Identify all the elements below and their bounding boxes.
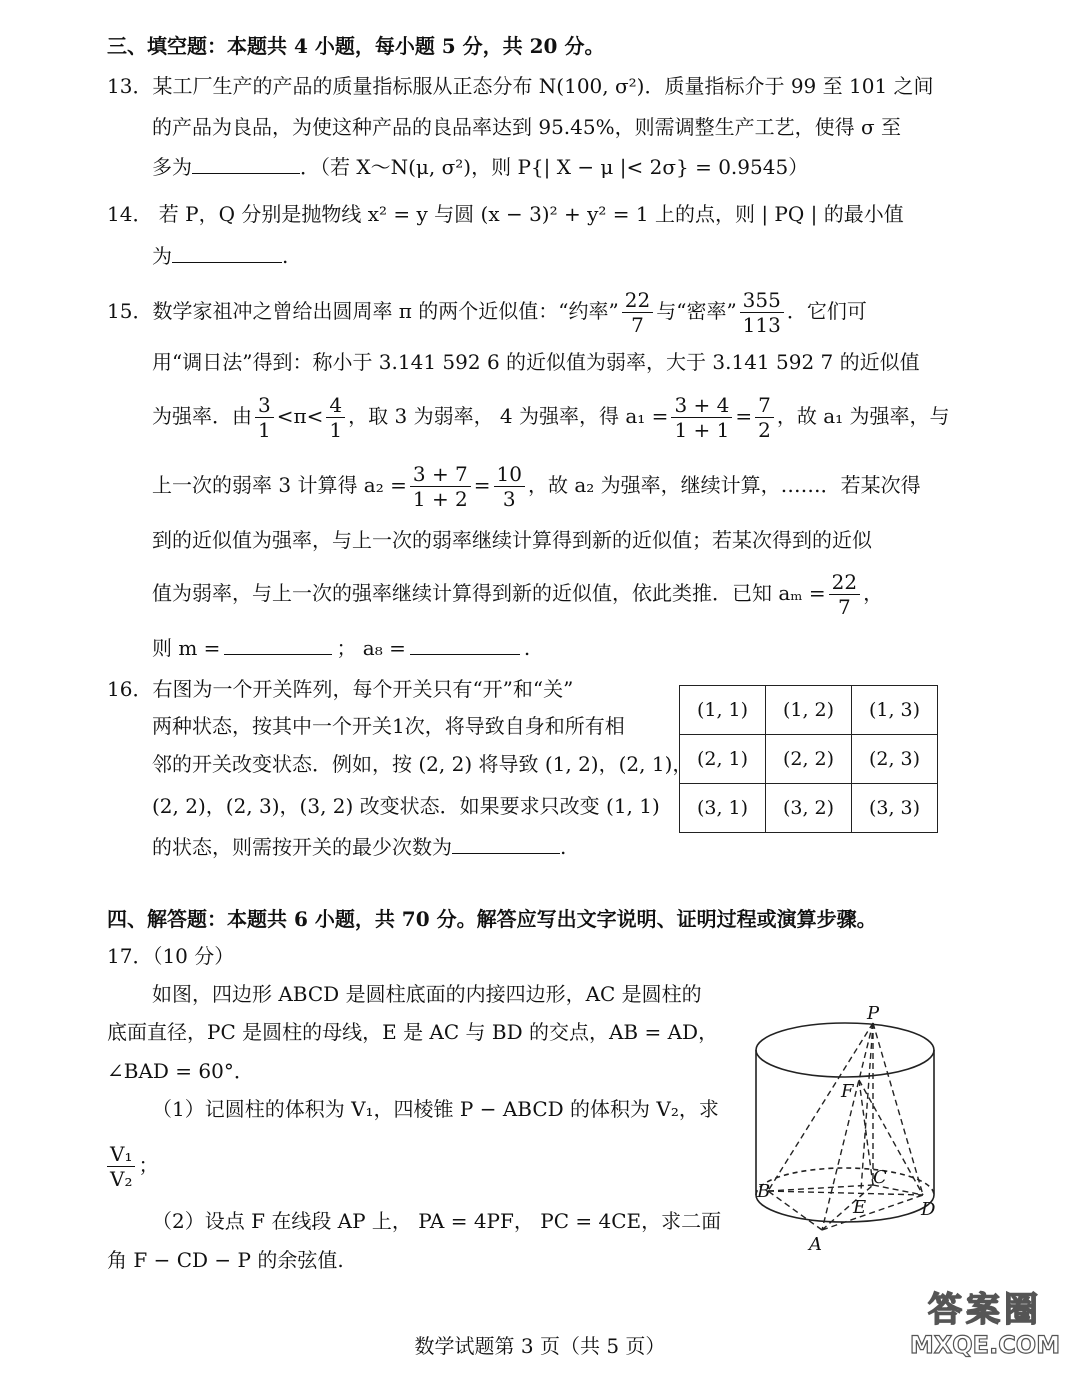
q17-line7: 角 F − CD − P 的余弦值. — [107, 1248, 344, 1272]
q15-a8-blank[interactable] — [410, 634, 520, 655]
q13-line3 — [152, 153, 808, 181]
cylinder-figure — [745, 1005, 945, 1255]
bottom-front-arc — [756, 1195, 934, 1222]
q16-line2: 两种状态，按其中一个开关1次，将导致自身和所有相 — [152, 714, 625, 738]
label-E: E — [853, 1197, 867, 1218]
frac-den: 1 + 1 — [674, 418, 730, 442]
watermark-bottom-text: MXQE.COM — [909, 1331, 1061, 1359]
switch-cell: (2, 3) — [852, 735, 938, 784]
frac-num: 22 — [622, 288, 653, 313]
q16-line5-a: 的状态，则需按开关的最少次数为 — [152, 835, 452, 859]
q15-line7 — [152, 634, 530, 662]
q16-line3: 邻的开关改变状态．例如，按 (2, 2) 将导致 (1, 2)，(2, 1)， — [152, 752, 693, 776]
frac-num: 22 — [829, 570, 860, 595]
q15-line3-b: <π< — [276, 404, 324, 428]
fraction-3p7-1p2 — [410, 462, 471, 511]
q16-line5 — [152, 833, 566, 861]
edge-BD — [768, 1191, 923, 1195]
q15-line1-b: 与“密率” — [656, 299, 737, 323]
switch-cell: (3, 3) — [852, 784, 938, 833]
frac-den: V₂ — [110, 1167, 133, 1191]
edge-BC — [768, 1185, 873, 1191]
q16-line4: (2, 2)，(2, 3)，(3, 2) 改变状态．如果要求只改变 (1, 1) — [152, 794, 660, 818]
q17-line1: 如图，四边形 ABCD 是圆柱底面的内接四边形，AC 是圆柱的 — [152, 982, 702, 1006]
fraction-3-1 — [255, 393, 274, 442]
q14-line1: 14． 若 P，Q 分别是抛物线 x² = y 与圆 (x − 3)² + y² = 1 上的点，则 | PQ | 的最小值 — [107, 202, 904, 226]
fraction-3p4-1p1 — [671, 393, 732, 442]
q16-line5-b: . — [560, 835, 567, 859]
label-B: B — [757, 1181, 771, 1202]
q17-head: 17．（10 分） — [107, 944, 235, 968]
q15-line3-d: = — [735, 404, 753, 428]
table-row — [680, 784, 938, 833]
section-3-title: 三、填空题：本题共 4 小题，每小题 5 分，共 20 分。 — [107, 34, 605, 58]
switch-cell: (1, 3) — [852, 686, 938, 735]
label-C: C — [873, 1167, 887, 1188]
switch-cell: (2, 2) — [766, 735, 852, 784]
q16-line1: 16．右图为一个开关阵列，每个开关只有“开”和“关” — [107, 677, 574, 701]
page-footer: 数学试题第 3 页（共 5 页） — [414, 1334, 666, 1358]
fraction-10-3 — [494, 462, 525, 511]
switch-cell: (3, 2) — [766, 784, 852, 833]
fraction-22-7-b — [829, 570, 860, 619]
q17-line4: （1）记圆柱的体积为 V₁，四棱锥 P − ABCD 的体积为 V₂，求 — [152, 1097, 719, 1121]
frac-num: 3 — [255, 393, 274, 418]
q13-line3-start: 多为 — [152, 155, 192, 179]
q15-line3-c: ，取 3 为弱率， 4 为强率，得 a₁ = — [348, 404, 669, 428]
q17-line5 — [104, 1136, 158, 1194]
q15-line4 — [152, 456, 921, 514]
fraction-v1-v2 — [107, 1142, 135, 1191]
q16-answer-blank[interactable] — [452, 833, 560, 854]
q13-line1: 13．某工厂生产的产品的质量指标服从正态分布 N(100, σ²)．质量指标介于 99 至 101 之间 — [107, 74, 934, 98]
frac-num: 10 — [494, 462, 525, 487]
frac-den: 3 — [502, 487, 516, 511]
frac-den: 1 — [258, 418, 271, 442]
q15-line6 — [152, 564, 883, 622]
q15-line3 — [152, 387, 950, 445]
q15-m-blank[interactable] — [224, 634, 332, 655]
switch-cell: (3, 1) — [680, 784, 766, 833]
q17-line3: ∠BAD = 60°． — [107, 1059, 254, 1083]
q17-line6: （2）设点 F 在线段 AP 上， PA = 4PF， PC = 4CE，求二面 — [152, 1209, 722, 1233]
edge-PB — [768, 1023, 873, 1191]
q15-line7-a: 则 m = — [152, 636, 221, 660]
switch-array-table — [679, 685, 938, 833]
frac-den: 7 — [838, 595, 851, 619]
frac-num: V₁ — [107, 1142, 135, 1167]
q13-line2: 的产品为良品，为使这种产品的良品率达到 95.45%，则需调整生产工艺，使得 σ 至 — [152, 115, 901, 139]
edge-AD — [822, 1195, 923, 1230]
label-D: D — [921, 1199, 936, 1220]
switch-cell: (1, 2) — [766, 686, 852, 735]
frac-den: 2 — [758, 418, 771, 442]
q14-answer-blank[interactable] — [172, 242, 282, 263]
q15-line2: 用“调日法”得到：称小于 3.141 592 6 的近似值为弱率，大于 3.141 592 7 的近似值 — [152, 350, 920, 374]
fraction-7-2 — [755, 393, 774, 442]
q17-line2: 底面直径，PC 是圆柱的母线，E 是 AC 与 BD 的交点，AB = AD， — [107, 1020, 719, 1044]
q15-line1-c: ．它们可 — [786, 299, 867, 323]
q15-line7-b: ； a₈ = — [336, 636, 406, 660]
frac-num: 4 — [326, 393, 345, 418]
q15-line1-a: 15．数学家祖冲之曾给出圆周率 π 的两个近似值：“约率” — [107, 299, 619, 323]
watermark-logo — [895, 1290, 1075, 1370]
watermark-top-text: 答案圈 — [928, 1290, 1042, 1330]
frac-den: 1 + 2 — [412, 487, 468, 511]
frac-num: 7 — [755, 393, 774, 418]
switch-cell: (1, 1) — [680, 686, 766, 735]
q15-line6-b: ， — [863, 581, 884, 605]
frac-den: 7 — [631, 313, 644, 337]
fraction-22-7 — [622, 288, 653, 337]
edge-FD — [859, 1080, 923, 1195]
table-row — [680, 686, 938, 735]
q14-line2 — [152, 242, 288, 270]
q17-line5-end: ； — [138, 1153, 159, 1177]
label-F: F — [841, 1081, 854, 1102]
label-P: P — [867, 1005, 880, 1024]
q15-line4-b: = — [473, 473, 491, 497]
q15-line3-a: 为强率．由 — [152, 404, 252, 428]
section-4-title: 四、解答题：本题共 6 小题，共 70 分。解答应写出文字说明、证明过程或演算步骤。 — [107, 907, 877, 931]
q14-line2-start: 为 — [152, 244, 172, 268]
edge-AB — [768, 1191, 822, 1230]
frac-den: 1 — [329, 418, 343, 442]
q15-line6-a: 值为弱率，与上一次的强率继续计算得到新的近似值，依此类推．已知 aₘ = — [152, 581, 826, 605]
q15-line4-c: ，故 a₂ 为强率，继续计算，……．若某次得 — [528, 473, 921, 497]
fraction-355-113 — [740, 288, 784, 337]
frac-den: 113 — [742, 313, 781, 337]
q15-line3-e: ，故 a₁ 为强率，与 — [776, 404, 950, 428]
q13-line3-end: ．（若 X～N(μ, σ²)，则 P{| X − μ |< 2σ} = 0.9545） — [300, 155, 809, 179]
q13-answer-blank[interactable] — [192, 153, 300, 174]
q14-line2-end: . — [282, 244, 289, 268]
frac-num: 355 — [740, 288, 784, 313]
frac-num: 3 + 4 — [671, 393, 732, 418]
q15-line4-a: 上一次的弱率 3 计算得 a₂ = — [152, 473, 407, 497]
fraction-4-1 — [326, 393, 345, 442]
q15-line7-c: . — [523, 636, 531, 660]
frac-num: 3 + 7 — [410, 462, 471, 487]
q15-line5: 到的近似值为强率，与上一次的弱率继续计算得到新的近似值；若某次得到的近似 — [152, 528, 872, 552]
label-A: A — [809, 1234, 822, 1255]
table-row — [680, 735, 938, 784]
switch-cell: (2, 1) — [680, 735, 766, 784]
q15-line1 — [107, 282, 867, 340]
